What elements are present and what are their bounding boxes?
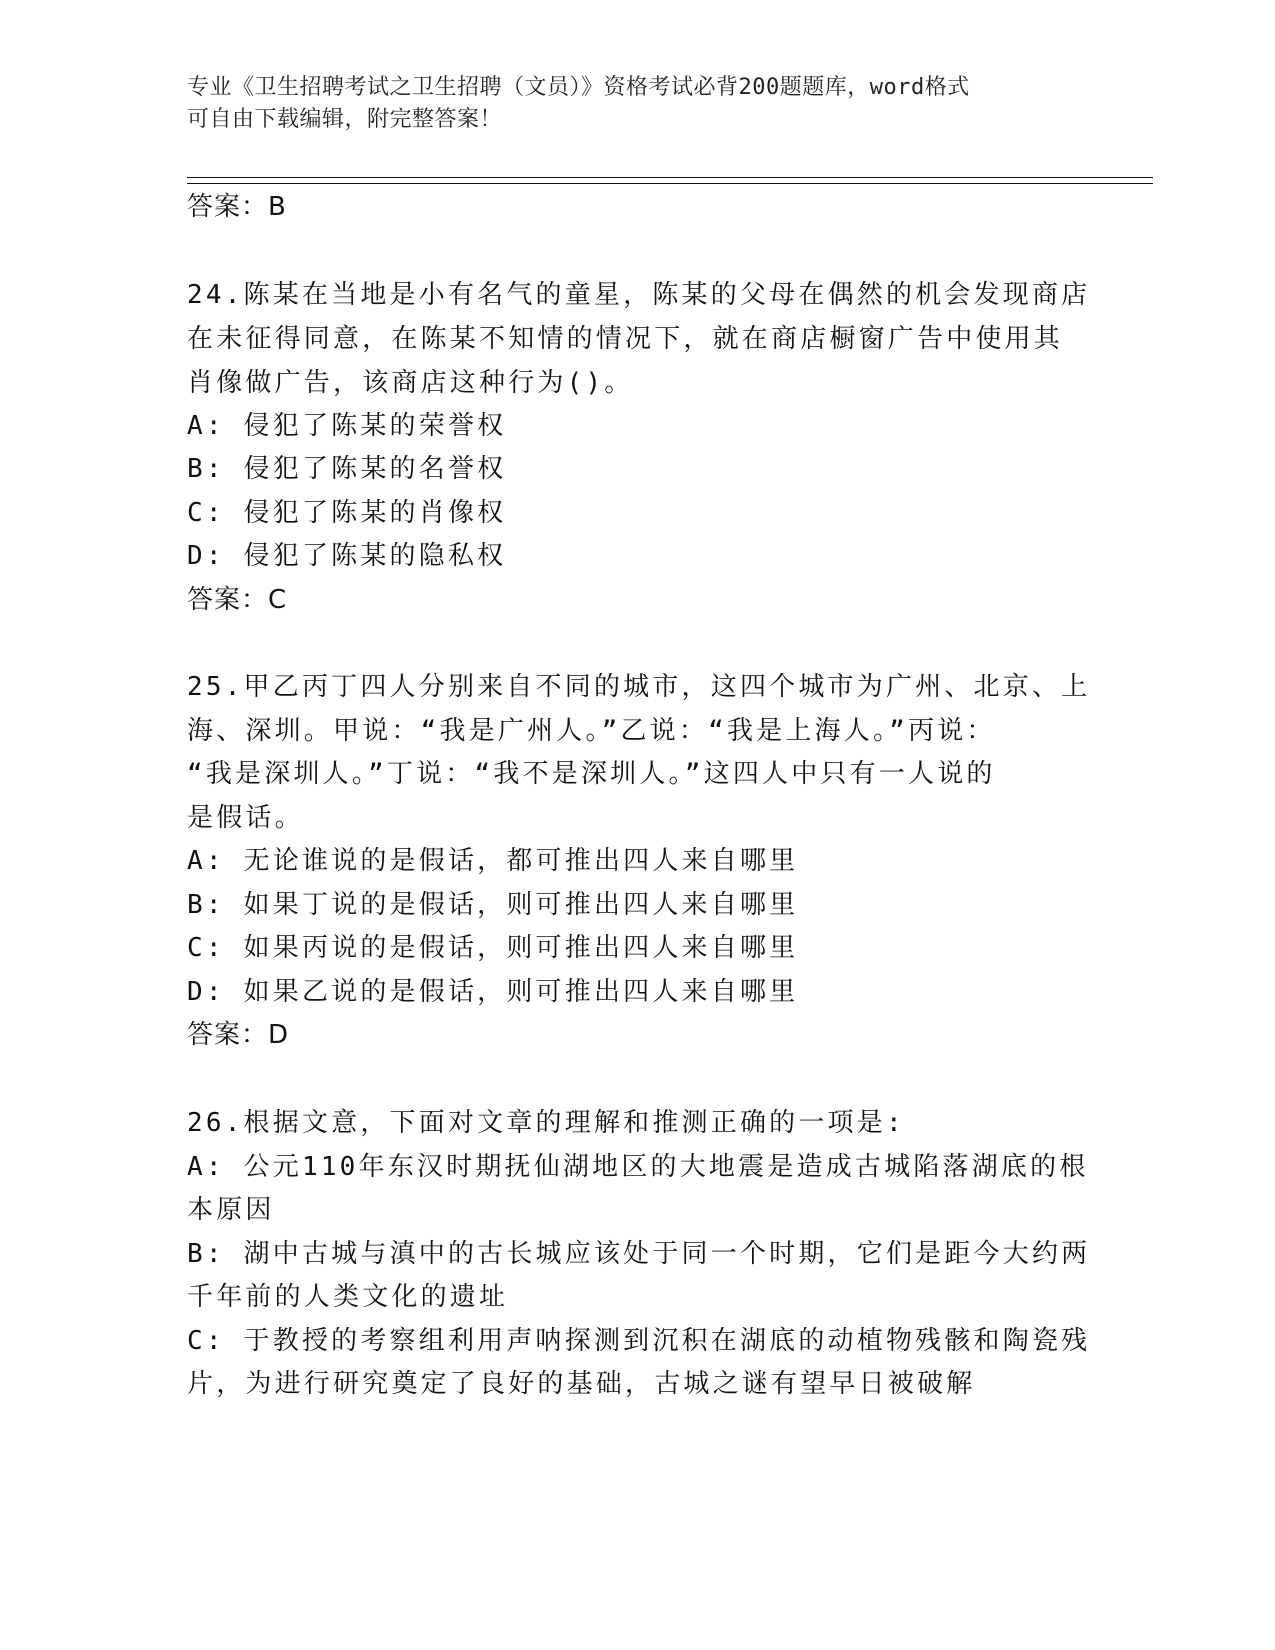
q25-option-c: C: 如果丙说的是假话，则可推出四人来自哪里 [187,933,799,963]
q26-option-a-line-1: A: 公元110年东汉时期抚仙湖地区的大地震是造成古城陷落湖底的根 [187,1152,1089,1182]
q24-option-c: C: 侵犯了陈某的肖像权 [187,498,507,528]
q25-option-a: A: 无论谁说的是假话，都可推出四人来自哪里 [187,846,799,876]
q24-answer: 答案：C [187,585,288,615]
page-header [187,72,1067,136]
q25-text-line-2: 海、深圳。甲说：“我是广州人。”乙说：“我是上海人。”丙说： [187,716,996,746]
q25-option-d: D: 如果乙说的是假话，则可推出四人来自哪里 [187,977,799,1007]
q24-text-line-2: 在未征得同意，在陈某不知情的情况下，就在商店橱窗广告中使用其 [187,324,1064,354]
header-rule-top [187,177,1153,178]
q25-text-line-1: 25.甲乙丙丁四人分别来自不同的城市，这四个城市为广州、北京、上 [187,672,1091,702]
q24-text-line-3: 肖像做广告，该商店这种行为()。 [187,368,634,398]
q24-text-line-1: 24.陈某在当地是小有名气的童星，陈某的父母在偶然的机会发现商店 [187,280,1091,310]
header-line-2: 可自由下载编辑，附完整答案！ [187,107,503,132]
previous-answer: 答案：B [187,192,287,222]
q26-option-b-line-1: B: 湖中古城与滇中的古长城应该处于同一个时期，它们是距今大约两 [187,1239,1091,1269]
q26-option-c-line-2: 片，为进行研究奠定了良好的基础，古城之谜有望早日被破解 [187,1369,976,1399]
q26-option-c-line-1: C: 于教授的考察组利用声呐探测到沉积在湖底的动植物残骸和陶瓷残 [187,1326,1091,1356]
q24-option-a: A: 侵犯了陈某的荣誉权 [187,411,507,441]
q24-option-b: B: 侵犯了陈某的名誉权 [187,454,507,484]
q25-answer: 答案：D [187,1020,290,1050]
q26-option-b-line-2: 千年前的人类文化的遗址 [187,1282,509,1312]
q26-text-line-1: 26.根据文意，下面对文章的理解和推测正确的一项是: [187,1108,905,1138]
q25-option-b: B: 如果丁说的是假话，则可推出四人来自哪里 [187,890,799,920]
q24-option-d: D: 侵犯了陈某的隐私权 [187,541,507,571]
q25-text-line-4: 是假话。 [187,803,304,833]
q26-option-a-line-2: 本原因 [187,1195,275,1225]
header-rule-bottom [187,183,1153,184]
q25-text-line-3: “我是深圳人。”丁说：“我不是深圳人。”这四人中只有一人说的 [187,759,996,789]
header-line-1: 专业《卫生招聘考试之卫生招聘（文员）》资格考试必背200题题库，word格式 [187,75,970,100]
